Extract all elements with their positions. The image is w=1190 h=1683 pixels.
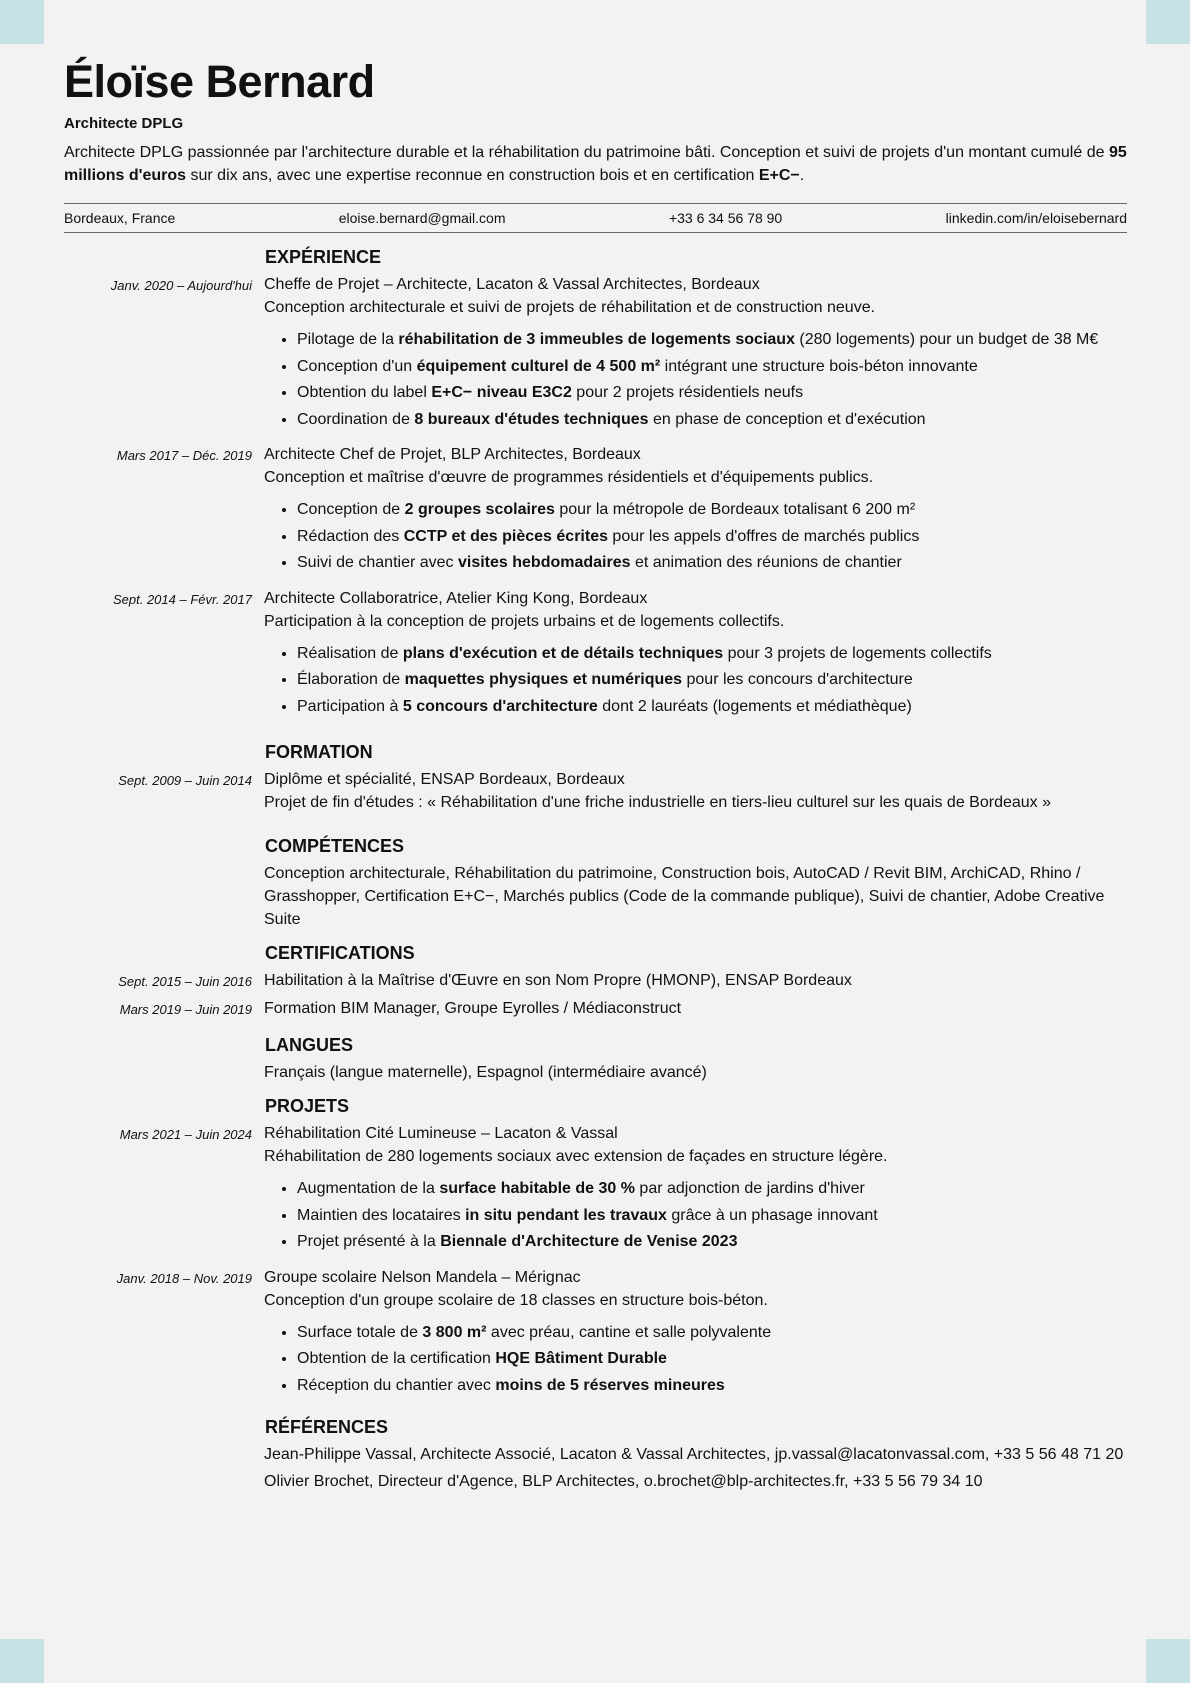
experience-entry	[64, 587, 1127, 721]
bullet-item	[297, 1229, 1127, 1256]
text-run: intégrant une structure bois-béton innovante	[660, 357, 978, 375]
languages-row	[64, 1061, 1127, 1084]
project-bullets	[264, 1176, 1127, 1256]
entry-date: Sept. 2015 – Juin 2016	[118, 974, 252, 989]
certification-text: Habilitation à la Maîtrise d'Œuvre en son Nom Propre (HMONP), ENSAP Bordeaux	[264, 972, 852, 989]
bullet-item	[297, 524, 1127, 551]
certifications-section	[64, 941, 1127, 1021]
entry-description: Conception architecturale et suivi de projets de réhabilitation et de construction neuve.	[264, 299, 876, 316]
reference-row	[64, 1443, 1127, 1466]
bullet-item	[297, 407, 1127, 434]
experience-section	[64, 245, 1127, 720]
reference-row	[64, 1470, 1127, 1493]
text-run: pour les concours d'architecture	[682, 671, 913, 688]
project-title: Groupe scolaire Nelson Mandela – Mérignac	[264, 1268, 581, 1286]
job-title: Architecte DPLG	[64, 115, 184, 132]
bullet-item	[297, 1373, 1127, 1400]
bullet-item	[297, 1203, 1127, 1230]
text-run: Participation à	[297, 697, 403, 715]
bullet-item	[297, 327, 1127, 354]
emphasis-text: Biennale d'Architecture de Venise 2023	[440, 1233, 738, 1250]
entry-date: Mars 2021 – Juin 2024	[119, 1127, 252, 1142]
entry-date: Mars 2019 – Juin 2019	[119, 1002, 252, 1017]
text-run: Obtention de la certification	[297, 1350, 496, 1367]
emphasis-text: moins de 5 réserves mineures	[495, 1376, 725, 1394]
text-run: Coordination de	[297, 410, 415, 428]
entry-date: Janv. 2018 – Nov. 2019	[116, 1270, 252, 1286]
project-entry	[64, 1122, 1127, 1256]
project-description: Conception d'un groupe scolaire de 18 classes en structure bois-béton.	[264, 1291, 768, 1309]
emphasis-text: 8 bureaux d'études techniques	[414, 410, 649, 428]
emphasis-text: E+C− niveau E3C2	[431, 384, 572, 401]
entry-description: Participation à la conception de projets urbains et de logements collectifs.	[264, 612, 785, 630]
project-title: Réhabilitation Cité Lumineuse – Lacaton & Vassal	[264, 1125, 618, 1142]
skills-section	[64, 834, 1127, 931]
experience-entry	[64, 443, 1127, 577]
emphasis-text: HQE Bâtiment Durable	[495, 1350, 667, 1367]
section-title-languages: LANGUES	[265, 1035, 354, 1055]
entry-date: Mars 2017 – Déc. 2019	[116, 448, 252, 463]
emphasis-text: CCTP et des pièces écrites	[403, 527, 608, 545]
entry-date: Sept. 2009 – Juin 2014	[118, 773, 252, 788]
bullet-item	[297, 1346, 1127, 1373]
text-run: et animation des réunions de chantier	[630, 554, 902, 571]
emphasis-text: plans d'exécution et de détails techniques	[402, 644, 724, 662]
text-run: Conception d'un	[297, 357, 417, 375]
emphasis-text: visites hebdomadaires	[457, 554, 631, 571]
certification-entry	[64, 997, 1127, 1021]
emphasis-text: 2 groupes scolaires	[404, 501, 555, 518]
certification-entry	[64, 969, 1127, 993]
text-run: Maintien des locataires	[297, 1206, 466, 1224]
text-run: dont 2 lauréats (logements et médiathèque)	[597, 697, 912, 715]
empty-date	[64, 1443, 264, 1466]
emphasis-text: 95 millions d'euros	[64, 144, 1127, 184]
text-run: avec préau, cantine et salle polyvalente	[486, 1323, 772, 1341]
project-entry	[64, 1266, 1127, 1400]
text-run: Projet présenté à la	[297, 1233, 441, 1250]
emphasis-text: E+C−	[758, 167, 800, 184]
summary	[64, 141, 1127, 187]
entry-role: Architecte Collaboratrice, Atelier King Kong, Bordeaux	[264, 589, 648, 607]
references-section	[64, 1415, 1127, 1493]
contact-linkedin[interactable]: linkedin.com/in/eloisebernard	[945, 210, 1127, 226]
bullet-item	[297, 550, 1127, 577]
entry-bullets	[264, 641, 1127, 721]
section-title-certifications: CERTIFICATIONS	[265, 943, 415, 963]
entry-description: Conception et maîtrise d'œuvre de programmes résidentiels et d'équipements publics.	[264, 469, 874, 486]
reference-item: Jean-Philippe Vassal, Architecte Associé, Lacaton & Vassal Architectes, jp.vassal@lacatonvassal.com, +33 5 56 48 71 20	[264, 1446, 1124, 1463]
corner-decoration-bottom-left	[0, 1639, 44, 1683]
text-run: grâce à un phasage innovant	[666, 1206, 878, 1224]
education-project: Projet de fin d'études : « Réhabilitation d'une friche industrielle en tiers-lieu culturel sur les quais de Bordeaux »	[264, 794, 1052, 811]
emphasis-text: in situ pendant les travaux	[465, 1206, 667, 1224]
contact-phone[interactable]: +33 6 34 56 78 90	[668, 210, 783, 226]
empty-date	[64, 1470, 264, 1493]
text-run: Architecte DPLG passionnée par l'architecture durable et la réhabilitation du patrimoine bâti. Conception et suivi de projets d'un montant cumulé de	[64, 144, 1109, 161]
experience-entry	[64, 273, 1127, 433]
section-title-skills: COMPÉTENCES	[265, 836, 405, 856]
section-title-experience: EXPÉRIENCE	[265, 247, 382, 267]
emphasis-text: 5 concours d'architecture	[402, 697, 598, 715]
corner-decoration-bottom-right	[1146, 1639, 1190, 1683]
education-section	[64, 740, 1127, 814]
empty-date	[64, 1061, 264, 1084]
contact-location: Bordeaux, France	[64, 210, 176, 226]
languages-section	[64, 1033, 1127, 1084]
emphasis-text: 3 800 m²	[422, 1323, 487, 1341]
text-run: pour 2 projets résidentiels neufs	[571, 384, 804, 401]
text-run: Suivi de chantier avec	[297, 554, 458, 571]
section-title-projects: PROJETS	[265, 1096, 350, 1116]
bullet-item	[297, 1176, 1127, 1203]
text-run: en phase de conception et d'exécution	[648, 410, 926, 428]
bullet-item	[297, 667, 1127, 694]
emphasis-text: équipement culturel de 4 500 m²	[416, 357, 661, 375]
projects-section	[64, 1094, 1127, 1399]
text-run: (280 logements) pour un budget de 38 M€	[794, 331, 1099, 348]
resume-page	[64, 52, 1127, 1493]
text-run: pour les appels d'offres de marchés publics	[607, 527, 920, 545]
bullet-item	[297, 497, 1127, 524]
candidate-name: Éloïse Bernard	[64, 56, 375, 107]
emphasis-text: surface habitable de 30 %	[439, 1180, 635, 1197]
text-run: Élaboration de	[297, 671, 405, 688]
project-description: Réhabilitation de 280 logements sociaux avec extension de façades en structure légère.	[264, 1148, 888, 1165]
section-title-education: FORMATION	[265, 742, 373, 762]
text-run: Réalisation de	[297, 644, 403, 662]
languages-text: Français (langue maternelle), Espagnol (intermédiaire avancé)	[264, 1064, 707, 1081]
skills-row	[64, 862, 1127, 931]
emphasis-text: réhabilitation de 3 immeubles de logements sociaux	[398, 331, 795, 348]
text-run: Conception de	[297, 501, 405, 518]
text-run: Réception du chantier avec	[297, 1376, 496, 1394]
text-run: pour 3 projets de logements collectifs	[723, 644, 992, 662]
certification-text: Formation BIM Manager, Groupe Eyrolles / Médiaconstruct	[264, 1000, 682, 1017]
text-run: Pilotage de la	[297, 331, 399, 348]
text-run: Obtention du label	[297, 384, 432, 401]
text-run: par adjonction de jardins d'hiver	[634, 1180, 865, 1197]
entry-bullets	[264, 497, 1127, 577]
bullet-item	[297, 380, 1127, 407]
bullet-item	[297, 641, 1127, 668]
text-run: Rédaction des	[297, 527, 404, 545]
bullet-item	[297, 1320, 1127, 1347]
contact-bar	[64, 203, 1127, 233]
entry-date: Sept. 2014 – Févr. 2017	[112, 591, 252, 607]
emphasis-text: maquettes physiques et numériques	[404, 671, 683, 688]
entry-role: Architecte Chef de Projet, BLP Architectes, Bordeaux	[264, 446, 641, 463]
contact-email[interactable]: eloise.bernard@gmail.com	[338, 210, 506, 226]
entry-date: Janv. 2020 – Aujourd'hui	[110, 278, 252, 293]
education-entry	[64, 768, 1127, 814]
text-run: Surface totale de	[297, 1323, 423, 1341]
empty-date	[64, 862, 264, 931]
text-run: pour la métropole de Bordeaux totalisant 6 200 m²	[554, 501, 916, 518]
entry-role: Cheffe de Projet – Architecte, Lacaton & Vassal Architectes, Bordeaux	[264, 276, 760, 293]
reference-item: Olivier Brochet, Directeur d'Agence, BLP Architectes, o.brochet@blp-architectes.fr, +33 5 56 79 34 10	[264, 1473, 983, 1490]
corner-decoration-top-left	[0, 0, 44, 44]
skills-text: Conception architecturale, Réhabilitation du patrimoine, Construction bois, AutoCAD / Revit BIM, ArchiCAD, Rhino / Grasshopper, Certification E+C−, Marchés publics (Code de la commande publique), Suivi de chantier, Adobe Creative Suite	[264, 865, 1105, 928]
project-bullets	[264, 1320, 1127, 1400]
text-run: Augmentation de la	[297, 1180, 440, 1197]
text-run: .	[799, 167, 805, 184]
bullet-item	[297, 354, 1127, 381]
corner-decoration-top-right	[1146, 0, 1190, 44]
section-title-references: RÉFÉRENCES	[265, 1417, 389, 1437]
education-degree: Diplôme et spécialité, ENSAP Bordeaux, Bordeaux	[264, 771, 625, 788]
bullet-item	[297, 694, 1127, 721]
text-run: sur dix ans, avec une expertise reconnue en construction bois et en certification	[186, 167, 759, 184]
entry-bullets	[264, 327, 1127, 433]
